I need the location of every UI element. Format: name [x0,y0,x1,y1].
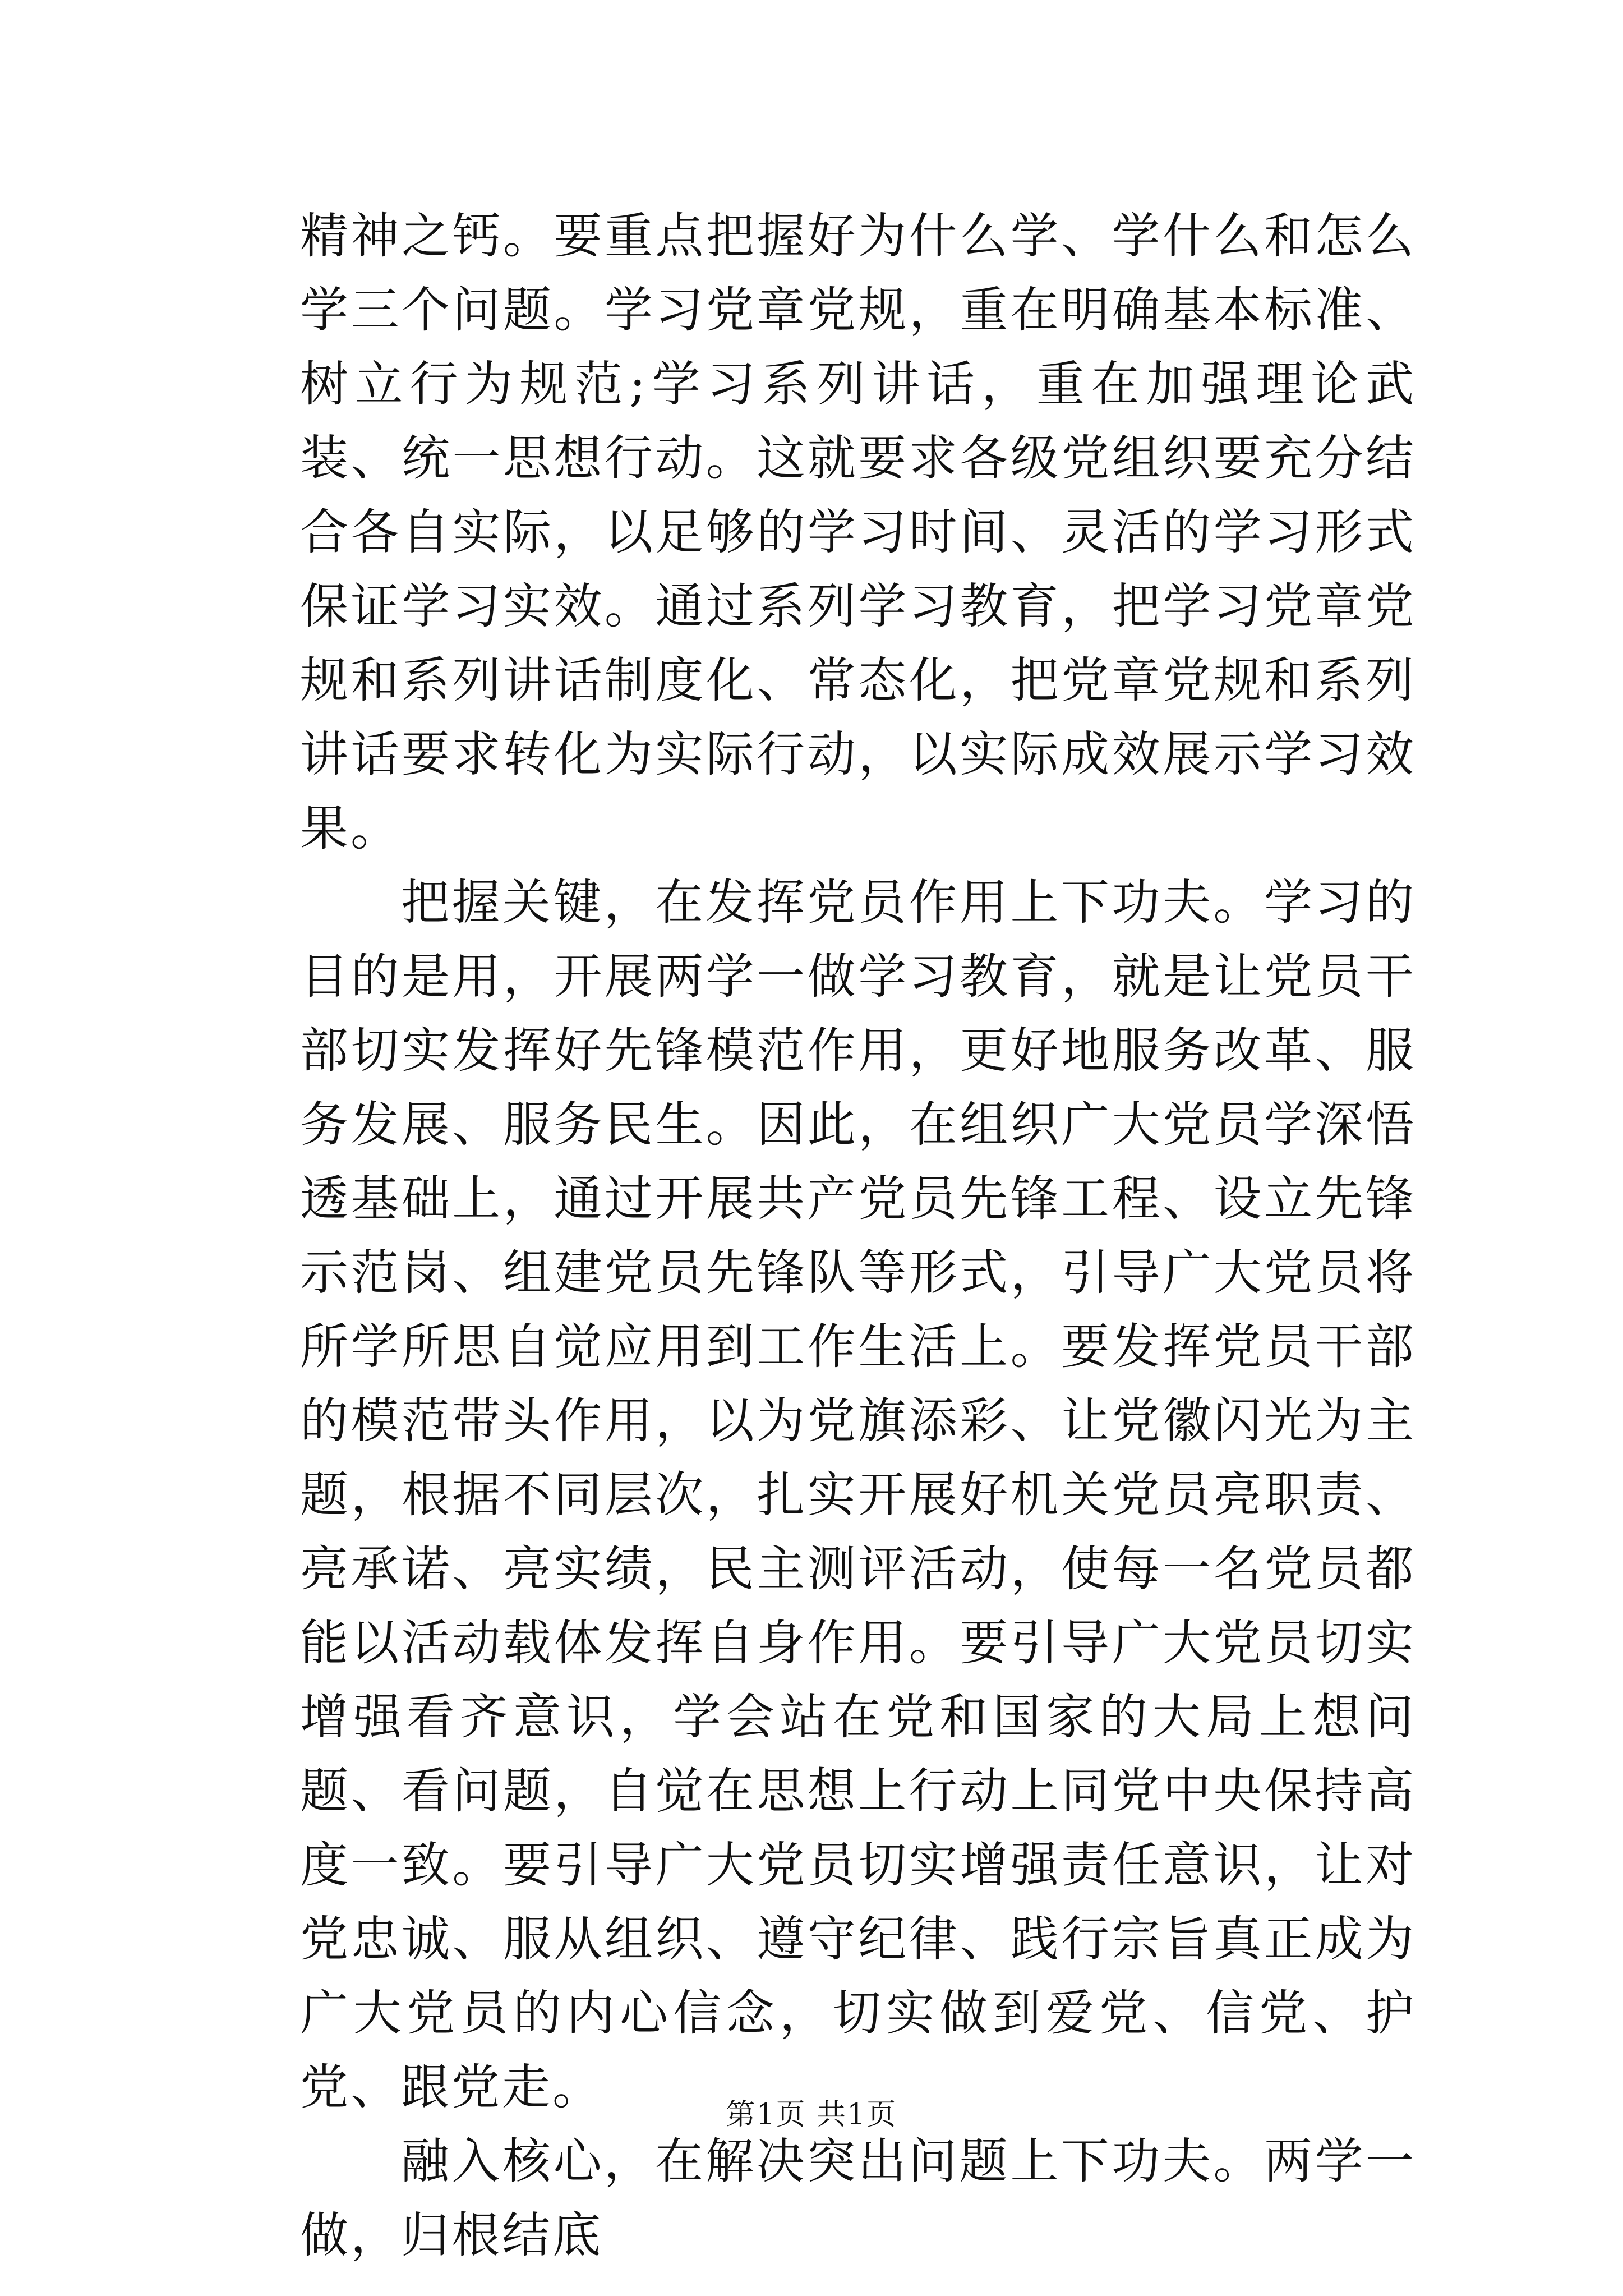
page-footer: 第1页 共1页 [726,2098,897,2132]
paragraph-continuation: 精神之钙。要重点把握好为什么学、学什么和怎么学三个问题。学习党章党规，重在明确基本标准、树立行为规范;学习系列讲话，重在加强理论武装、统一思想行动。这就要求各级党组织要充分结合各自实际，以足够的学习时间、灵活的学习形式保证学习实效。通过系列学习教育，把学习党章党规和系列讲话制度化、常态化，把党章党规和系列讲话要求转化为实际行动，以实际成效展示学习效果。 [300,208,1416,857]
document-body [300,199,1416,2272]
paragraph-solve-problems: 融入核心，在解决突出问题上下功夫。两学一做，归根结底 [300,2133,1416,2263]
paragraph-play-role: 把握关键，在发挥党员作用上下功夫。学习的目的是用，开展两学一做学习教育，就是让党员干部切实发挥好先锋模范作用，更好地服务改革、服务发展、服务民生。因此，在组织广大党员学深悟透基础上，通过开展共产党员先锋工程、设立先锋示范岗、组建党员先锋队等形式，引导广大党员将所学所思自觉应用到工作生活上。要发挥党员干部的模范带头作用，以为党旗添彩、让党徽闪光为主题，根据不同层次，扎实开展好机关党员亮职责、亮承诺、亮实绩，民主测评活动，使每一名党员都能以活动载体发挥自身作用。要引导广大党员切实增强看齐意识，学会站在党和国家的大局上想问题、看问题，自觉在思想上行动上同党中央保持高度一致。要引导广大党员切实增强责任意识，让对党忠诚、服从组织、遵守纪律、践行宗旨真正成为广大党员的内心信念，切实做到爱党、信党、护党、跟党走。 [300,875,1416,2115]
